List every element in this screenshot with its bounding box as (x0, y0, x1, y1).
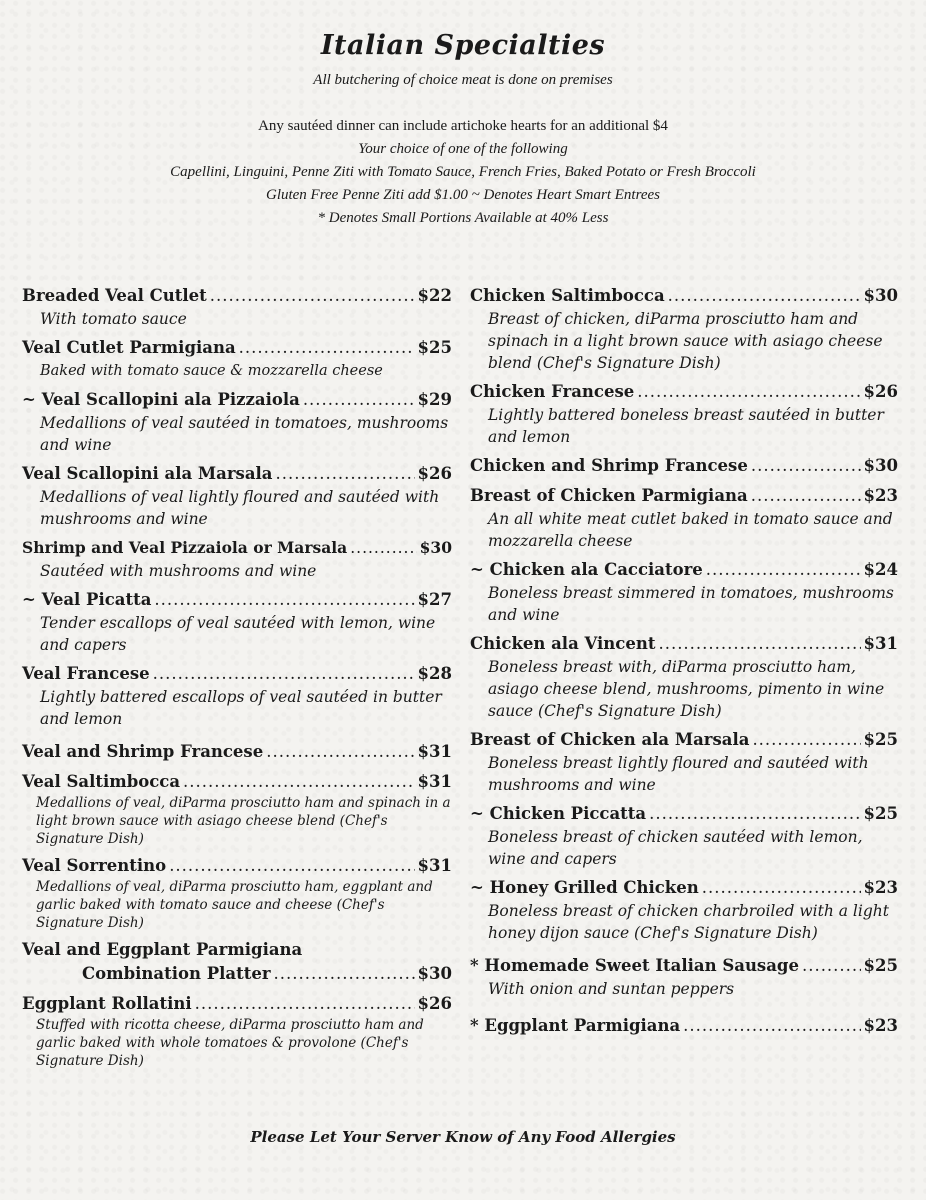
item-description: With onion and suntan peppers (488, 980, 735, 998)
item-price: $30 (863, 456, 898, 475)
menu-item (22, 938, 452, 986)
leader-dots (658, 632, 860, 656)
item-description: Boneless breast of chicken charbroiled with a light honey dijon sauce (Chef's Signature Dish) (488, 902, 889, 942)
item-price: $26 (863, 382, 898, 401)
item-description: Medallions of veal, diParma prosciutto ham, eggplant and garlic baked with tomato sauce and cheese (Chef's Signature Dish) (36, 879, 433, 931)
item-description: With tomato sauce (40, 310, 187, 328)
menu-item (22, 588, 452, 656)
leader-dots (802, 954, 861, 978)
item-name: Veal and Shrimp Francese (22, 742, 264, 761)
leader-dots (210, 284, 415, 308)
item-description: Breast of chicken, diParma prosciutto ham and spinach in a light brown sauce with asiago cheese blend (Chef's Signature Dish) (488, 310, 883, 372)
right-menu-column (470, 284, 898, 1044)
menu-item (470, 802, 898, 870)
item-name: ~ Veal Picatta (22, 590, 152, 609)
item-name: Breast of Chicken ala Marsala (470, 730, 750, 749)
item-name: * Eggplant Parmigiana (470, 1016, 681, 1035)
leader-dots (195, 992, 415, 1016)
menu-header (0, 30, 926, 230)
item-price: $27 (417, 590, 452, 609)
item-price: $23 (863, 486, 898, 505)
menu-item (22, 284, 452, 330)
menu-item (22, 740, 452, 764)
butchering-note: All butchering of choice meat is done on premises (313, 72, 613, 88)
item-price: $25 (863, 730, 898, 749)
item-description: Medallions of veal lightly floured and sautéed with mushrooms and wine (40, 488, 440, 528)
page-title: Italian Specialties (320, 30, 606, 61)
leader-dots (274, 962, 415, 986)
leader-dots (683, 1014, 860, 1038)
item-description: Boneless breast lightly floured and sautéed with mushrooms and wine (488, 754, 869, 794)
item-name: ~ Chicken ala Cacciatore (470, 560, 703, 579)
leader-dots (751, 454, 861, 478)
menu-item (470, 484, 898, 552)
artichoke-note: Any sautéed dinner can include artichoke hearts for an additional $4 (258, 118, 668, 134)
item-price: $23 (863, 1016, 898, 1035)
menu-item (22, 462, 452, 530)
item-name: ~ Veal Scallopini ala Pizzaiola (22, 390, 300, 409)
menu-item (22, 388, 452, 456)
menu-item (22, 536, 452, 582)
item-description: Sautéed with mushrooms and wine (40, 562, 317, 580)
item-name: Veal and Eggplant Parmigiana (22, 940, 303, 959)
item-name: Veal Saltimbocca (22, 772, 181, 791)
item-description: Boneless breast of chicken sautéed with lemon, wine and capers (488, 828, 863, 868)
item-price: $31 (417, 742, 452, 761)
item-price: $24 (863, 560, 898, 579)
item-name-line2: Combination Platter (82, 964, 271, 983)
item-price: $25 (417, 338, 452, 357)
item-name: ~ Chicken Piccatta (470, 804, 647, 823)
spacer-line (0, 92, 926, 115)
menu-item (22, 992, 452, 1070)
item-name: Veal Scallopini ala Marsala (22, 464, 273, 483)
item-price: $31 (417, 772, 452, 791)
item-price: $30 (417, 964, 452, 983)
menu-item (470, 876, 898, 944)
item-name: Chicken Francese (470, 382, 635, 401)
left-menu-column (22, 284, 452, 1076)
item-price: $28 (417, 664, 452, 683)
item-name: Veal Sorrentino (22, 856, 167, 875)
menu-item (470, 454, 898, 478)
leader-dots (239, 336, 415, 360)
item-description: Tender escallops of veal sautéed with lemon, wine and capers (40, 614, 436, 654)
item-description: Medallions of veal, diParma prosciutto ham and spinach in a light brown sauce with asiago cheese blend (Chef's Signature Dish) (36, 795, 451, 847)
item-description: An all white meat cutlet baked in tomato sauce and mozzarella cheese (488, 510, 893, 550)
item-name: Breaded Veal Cutlet (22, 286, 207, 305)
choice-note: Your choice of one of the following (358, 141, 568, 157)
leader-dots (702, 876, 861, 900)
item-name: * Homemade Sweet Italian Sausage (470, 956, 799, 975)
item-description: Baked with tomato sauce & mozzarella cheese (40, 363, 383, 379)
item-price: $29 (417, 390, 452, 409)
menu-item (470, 954, 898, 1000)
leader-dots (266, 740, 414, 764)
item-description: Lightly battered escallops of veal sautéed in butter and lemon (40, 688, 442, 728)
item-price: $25 (863, 956, 898, 975)
item-name: ~ Honey Grilled Chicken (470, 878, 699, 897)
leader-dots (153, 662, 415, 686)
sides-list: Capellini, Linguini, Penne Ziti with Tomato Sauce, French Fries, Baked Potato or Fresh Broccoli (170, 164, 756, 180)
item-price: $31 (417, 856, 452, 875)
menu-item (470, 558, 898, 626)
item-description: Medallions of veal sautéed in tomatoes, mushrooms and wine (40, 414, 449, 454)
leader-dots (668, 284, 861, 308)
menu-item (470, 380, 898, 448)
menu-item (22, 336, 452, 382)
leader-dots (637, 380, 860, 404)
allergy-footer: Please Let Your Server Know of Any Food Allergies (250, 1128, 676, 1146)
item-description: Boneless breast with, diParma prosciutto ham, asiago cheese blend, mushrooms, pimento in wine sauce (Chef's Signature Dish) (488, 658, 885, 720)
item-description: Stuffed with ricotta cheese, diParma prosciutto ham and garlic baked with whole tomatoes & provolone (Chef's Signature Dish) (36, 1017, 424, 1069)
item-price: $22 (417, 286, 452, 305)
leader-dots (751, 484, 861, 508)
item-name: Chicken ala Vincent (470, 634, 656, 653)
item-name: Breast of Chicken Parmigiana (470, 486, 748, 505)
menu-item (470, 728, 898, 796)
gluten-free-note: Gluten Free Penne Ziti add $1.00 ~ Denotes Heart Smart Entrees (265, 187, 661, 203)
leader-dots (350, 536, 416, 560)
item-description: Lightly battered boneless breast sautéed in butter and lemon (488, 406, 884, 446)
item-name: Chicken Saltimbocca (470, 286, 665, 305)
item-description: Boneless breast simmered in tomatoes, mushrooms and wine (488, 584, 894, 624)
item-name: Veal Cutlet Parmigiana (22, 338, 236, 357)
leader-dots (706, 558, 861, 582)
menu-item (22, 854, 452, 932)
menu-item (22, 662, 452, 730)
menu-item (470, 284, 898, 374)
leader-dots (169, 854, 414, 878)
item-price: $30 (419, 538, 452, 557)
item-name: Veal Francese (22, 664, 150, 683)
menu-item (22, 770, 452, 848)
item-price: $26 (417, 994, 452, 1013)
item-price: $30 (863, 286, 898, 305)
leader-dots (154, 588, 414, 612)
item-price: $25 (863, 804, 898, 823)
leader-dots (183, 770, 415, 794)
leader-dots (649, 802, 860, 826)
menu-item (470, 632, 898, 722)
item-name: Chicken and Shrimp Francese (470, 456, 748, 475)
item-price: $23 (863, 878, 898, 897)
menu-item (470, 1014, 898, 1038)
item-name: Shrimp and Veal Pizzaiola or Marsala (22, 538, 348, 557)
leader-dots (275, 462, 414, 486)
small-portion-note: * Denotes Small Portions Available at 40% Less (317, 210, 609, 226)
item-price: $26 (417, 464, 452, 483)
leader-dots (752, 728, 860, 752)
leader-dots (303, 388, 415, 412)
item-price: $31 (863, 634, 898, 653)
item-name: Eggplant Rollatini (22, 994, 192, 1013)
